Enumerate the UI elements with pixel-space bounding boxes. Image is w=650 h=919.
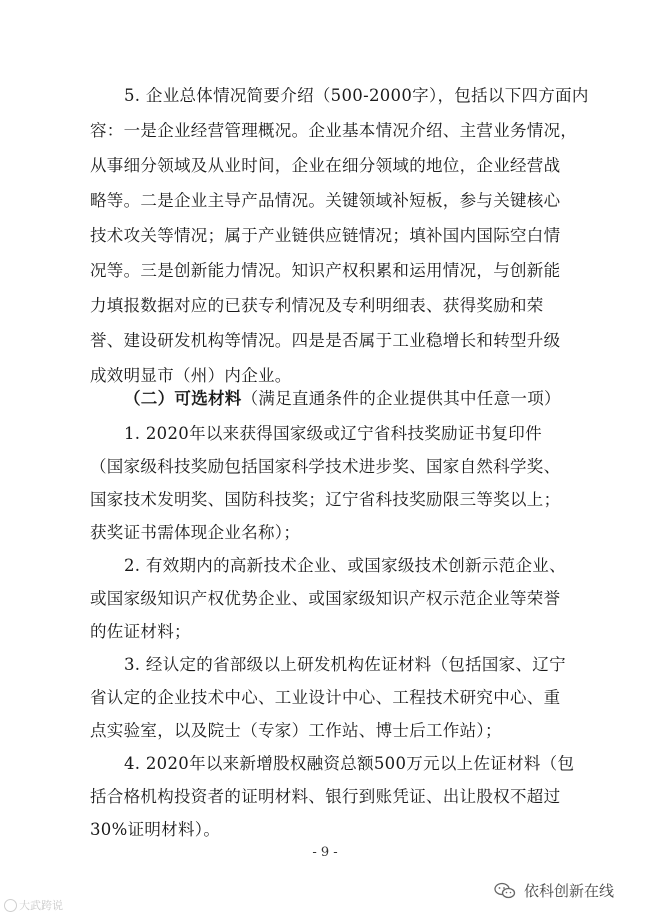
watermark-logo-icon [4,899,17,912]
paragraph-line: 5. 企业总体情况简要介绍（500-2000字），包括以下四方面内 [124,86,589,105]
paragraph-line: 省认定的企业技术中心、工业设计中心、工程技术研究中心、重 [90,688,561,707]
watermark-left-text: 大武跨说 [19,899,63,912]
paragraph-line: 的佐证材料； [90,622,191,641]
paragraph-line: 略等。二是企业主导产品情况。关键领域补短板，参与关键核心 [90,191,561,210]
watermark-left [4,897,63,913]
section-heading [124,389,624,409]
paragraph-line: 30%证明材料）。 [90,820,221,839]
paragraph-line: （国家级科技奖励包括国家科学技术进步奖、国家自然科学奖、 [90,457,561,476]
paragraph-line: 技术攻关等情况；属于产业链供应链情况；填补国内国际空白情 [90,226,561,245]
paragraph-line: 从事细分领域及从业时间，企业在细分领域的地位，企业经营战 [90,156,561,175]
paragraph-line: 或国家级知识产权优势企业、或国家级知识产权示范企业等荣誉 [90,589,561,608]
paragraph-line: 誉、建设研发机构等情况。四是是否属于工业稳增长和转型升级 [90,331,561,350]
paragraph-line: 1. 2020年以来获得国家级或辽宁省科技奖励证书复印件 [124,424,542,443]
wechat-icon [494,882,516,900]
watermark-right-text: 依科创新在线 [523,882,614,900]
paragraph-line: 况等。三是创新能力情况。知识产权积累和运用情况，与创新能 [90,261,561,280]
paragraph-line: 4. 2020年以来新增股权融资总额500万元以上佐证材料（包 [124,754,575,773]
paragraph-line: 获奖证书需体现企业名称）； [90,523,301,542]
page-number: - 9 - [312,845,338,860]
paragraph-line: 力填报数据对应的已获专利情况及专利明细表、获得奖励和荣 [90,296,544,315]
section-heading-note: （满足直通条件的企业提供其中任意一项） [241,389,561,408]
paragraph-line: 2. 有效期内的高新技术企业、或国家级技术创新示范企业、 [124,556,566,575]
paragraph-line: 成效明显市（州）内企业。 [90,366,292,385]
watermark-right [494,880,614,901]
paragraph-line: 容：一是企业经营管理概况。企业基本情况介绍、主营业务情况， [90,121,578,140]
paragraph-line: 点实验室，以及院士（专家）工作站、博士后工作站）； [90,721,502,740]
paragraph-line: 括合格机构投资者的证明材料、银行到账凭证、出让股权不超过 [90,787,561,806]
paragraph-line: 国家技术发明奖、国防科技奖；辽宁省科技奖励限三等奖以上； [90,490,561,509]
section-heading-title: （二）可选材料 [124,389,242,408]
paragraph-line: 3. 经认定的省部级以上研发机构佐证材料（包括国家、辽宁 [124,655,566,674]
